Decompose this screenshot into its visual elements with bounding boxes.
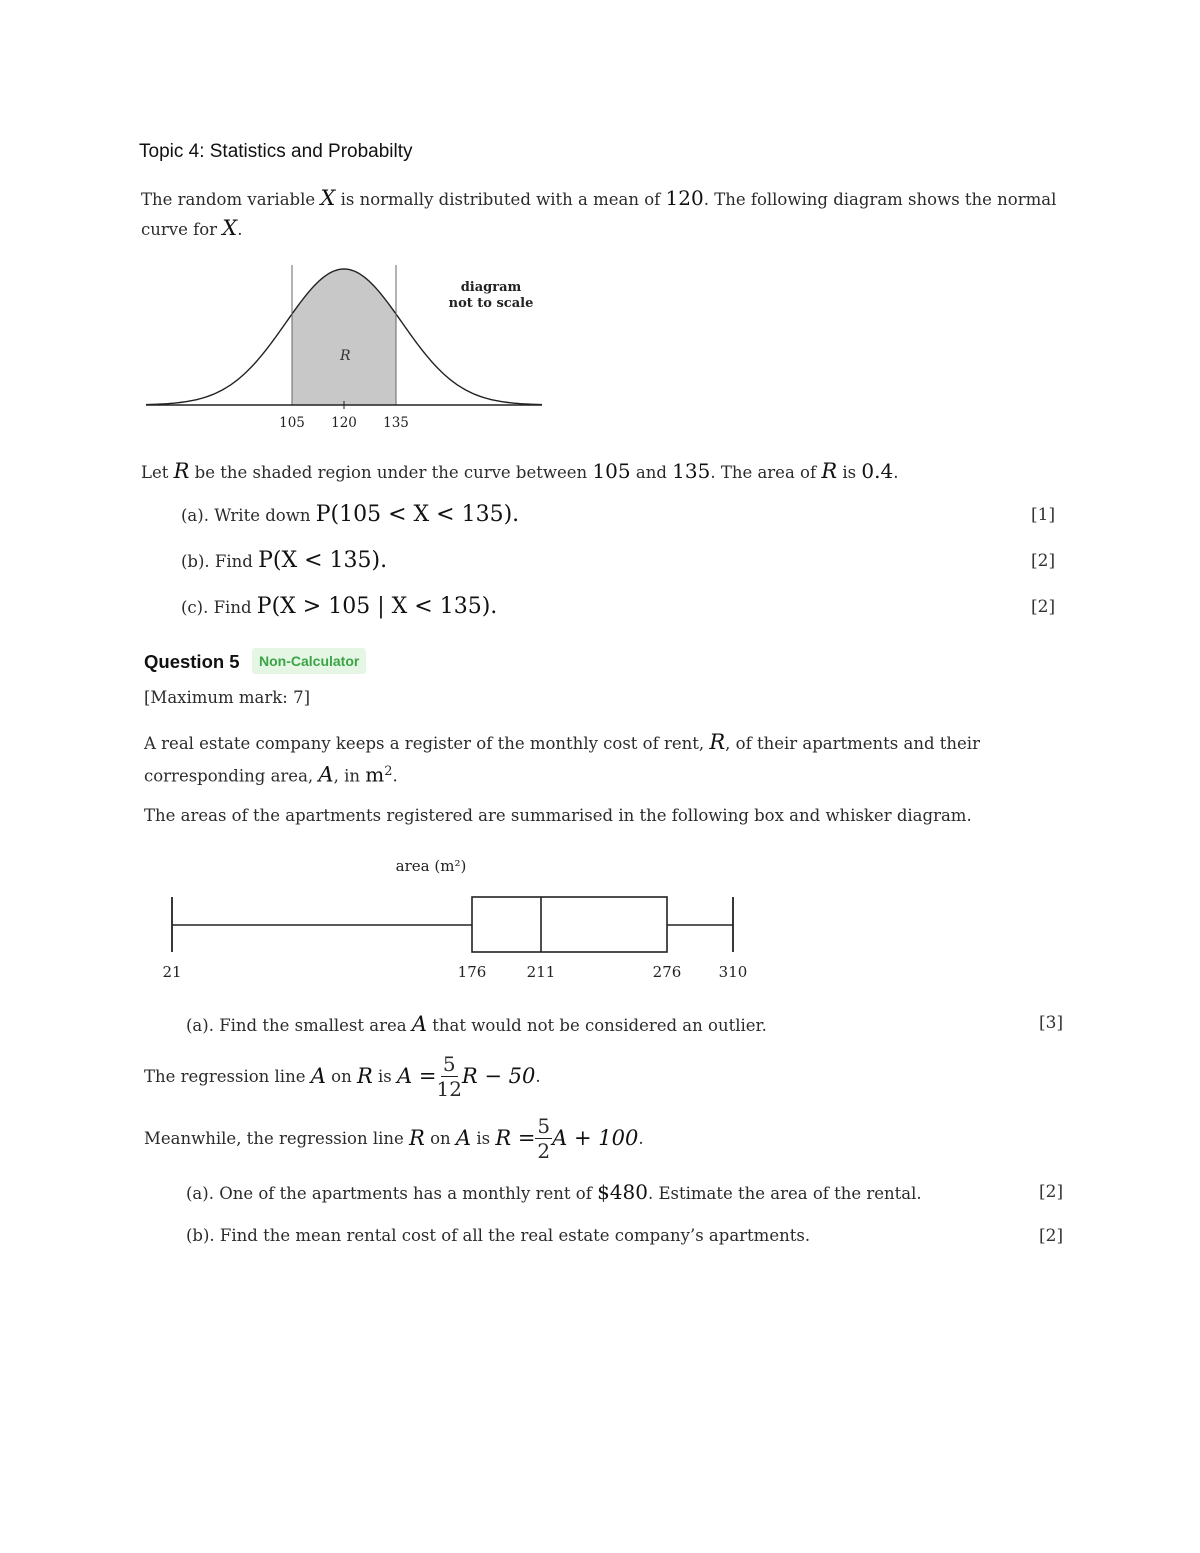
text: . The following diagram shows the normal xyxy=(703,190,1057,209)
text: . xyxy=(237,220,243,239)
text: corresponding area, xyxy=(144,766,319,786)
equation-rhs: R − 50 xyxy=(461,1064,536,1088)
math-a: A xyxy=(318,762,334,787)
diagram-note-line1: diagram xyxy=(460,280,522,295)
text: . The area of xyxy=(710,463,822,482)
text: . xyxy=(893,463,899,482)
text: , in xyxy=(333,766,366,786)
text: . xyxy=(535,1067,541,1086)
box-whisker-diagram xyxy=(150,846,770,986)
fraction-5-2 xyxy=(535,1116,552,1161)
q5-part-a xyxy=(186,1012,767,1036)
rent-value: $480 xyxy=(597,1180,648,1204)
text: Meanwhile, the regression line xyxy=(144,1129,404,1148)
label-q3: 276 xyxy=(652,963,682,981)
interquartile-box xyxy=(472,897,667,952)
text: (b). Find the mean rental cost of all the real estate company’s apartments. xyxy=(186,1226,811,1245)
question-5-title: Question 5 xyxy=(144,651,240,672)
q4-part-c xyxy=(181,594,497,619)
text: is xyxy=(378,1067,392,1086)
part-expression: P(105 < X < 135). xyxy=(315,502,520,527)
area-value: 0.4 xyxy=(861,459,894,483)
q4-part-a-mark: [1] xyxy=(1031,505,1056,525)
q5-part-a-mark: [3] xyxy=(1039,1013,1064,1033)
denominator: 12 xyxy=(436,1077,462,1101)
q5-text-line2 xyxy=(144,757,398,791)
math-r: R xyxy=(821,459,838,483)
q4-intro-line1 xyxy=(141,184,1056,214)
math-a: A xyxy=(411,1012,427,1036)
q4-intro-line2 xyxy=(141,214,242,244)
equation-lhs: A = xyxy=(397,1064,437,1088)
q5-sub-part-a-mark: [2] xyxy=(1039,1182,1064,1202)
label-max: 310 xyxy=(718,963,748,981)
text: , of their apartments and their xyxy=(725,734,980,753)
q5-text-line1 xyxy=(144,728,980,758)
q4-part-b xyxy=(181,548,387,573)
label-min: 21 xyxy=(162,963,182,981)
equation-rhs: A + 100 xyxy=(552,1126,639,1150)
text: that would not be considered an outlier. xyxy=(426,1016,767,1035)
maximum-mark: [Maximum mark: 7] xyxy=(144,688,311,707)
fraction-5-12 xyxy=(436,1054,461,1099)
text: The regression line xyxy=(144,1067,306,1086)
text: Let xyxy=(141,463,174,482)
denominator: 2 xyxy=(537,1139,551,1163)
text: on xyxy=(331,1067,352,1086)
text: (a). Find the smallest area xyxy=(186,1016,412,1035)
tick-label-135: 135 xyxy=(383,415,409,431)
normal-curve-diagram xyxy=(140,262,550,442)
text: be the shaded region under the curve between xyxy=(189,463,593,482)
boxplot-axis-label: area (m²) xyxy=(395,857,467,875)
tick-label-105: 105 xyxy=(279,415,305,431)
math-x: X xyxy=(320,186,336,210)
q4-let-line xyxy=(141,457,898,487)
text: curve for xyxy=(141,220,223,239)
text: is normally distributed with a mean of xyxy=(335,190,666,209)
numerator: 5 xyxy=(537,1114,551,1138)
tick-label-120: 120 xyxy=(331,415,357,431)
non-calculator-badge: Non-Calculator xyxy=(252,648,366,674)
q5-sub-part-a xyxy=(186,1180,922,1204)
text: . xyxy=(392,766,398,786)
part-expression: P(X < 135). xyxy=(258,548,388,573)
regression-a-on-r xyxy=(144,1054,541,1099)
text: (a). One of the apartments has a monthly rent of xyxy=(186,1184,598,1203)
part-label: (b). Find xyxy=(181,552,259,571)
value-105: 105 xyxy=(592,459,631,483)
q4-part-c-mark: [2] xyxy=(1031,597,1056,617)
math-r: R xyxy=(709,730,726,754)
numerator: 5 xyxy=(442,1052,456,1076)
math-x: X xyxy=(222,216,238,240)
label-q1: 176 xyxy=(457,963,487,981)
topic-heading: Topic 4: Statistics and Probabilty xyxy=(139,141,413,162)
part-label: (a). Write down xyxy=(181,506,316,525)
region-label: R xyxy=(340,348,351,364)
text: A real estate company keeps a register of the monthly cost of rent, xyxy=(144,734,710,753)
text: The random variable xyxy=(141,190,321,209)
text: on xyxy=(430,1129,451,1148)
q5-sub-part-b-mark: [2] xyxy=(1039,1226,1064,1246)
math-a: A xyxy=(310,1064,326,1088)
math-a: A xyxy=(455,1126,472,1150)
equation-lhs: R = xyxy=(495,1126,536,1150)
shaded-region-r xyxy=(292,269,396,405)
q5-sub-part-b xyxy=(186,1226,810,1245)
unit-m: m xyxy=(365,762,385,787)
regression-r-on-a xyxy=(144,1116,644,1161)
label-median: 211 xyxy=(526,963,556,981)
math-r: R xyxy=(356,1064,373,1088)
math-r: R xyxy=(173,459,190,483)
diagram-note-line2: not to scale xyxy=(448,296,534,311)
q5-text-line3: The areas of the apartments registered are summarised in the following box and whisker diagram. xyxy=(144,806,972,825)
text: is xyxy=(476,1129,491,1148)
part-label: (c). Find xyxy=(181,598,257,617)
mean-value: 120 xyxy=(665,186,704,210)
value-135: 135 xyxy=(672,459,711,483)
q4-part-b-mark: [2] xyxy=(1031,551,1056,571)
text: and xyxy=(630,463,673,482)
math-r: R xyxy=(409,1126,425,1150)
q4-part-a xyxy=(181,502,519,527)
unit-exponent: 2 xyxy=(384,764,393,779)
text: . xyxy=(638,1129,644,1148)
part-expression: P(X > 105 | X < 135). xyxy=(256,594,498,619)
text: . Estimate the area of the rental. xyxy=(647,1184,922,1203)
text: is xyxy=(837,463,862,482)
